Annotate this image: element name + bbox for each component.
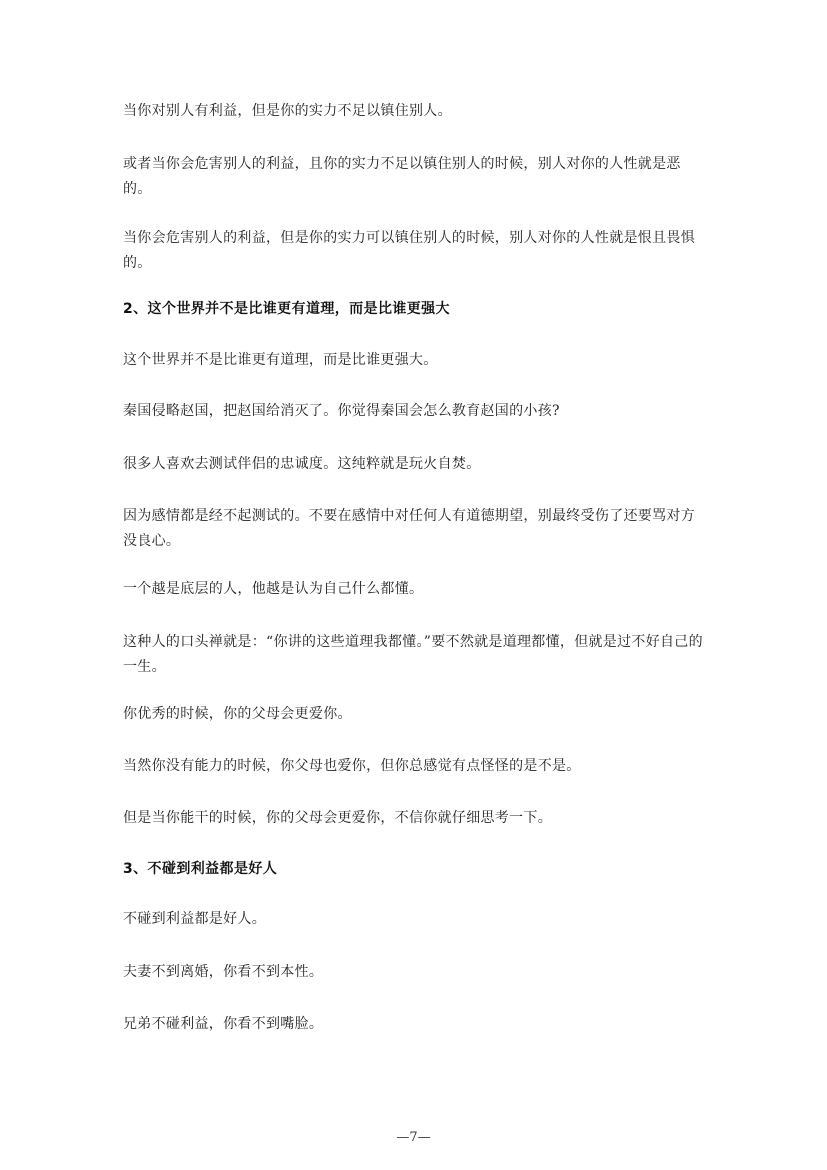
paragraph: 当然你没有能力的时候，你父母也爱你，但你总感觉有点怪怪的是不是。 <box>123 758 581 774</box>
paragraph: 夫妻不到离婚，你看不到本性。 <box>123 964 324 980</box>
paragraph: 兄弟不碰利益，你看不到嘴脸。 <box>123 1016 324 1032</box>
page-number: —7— <box>396 1130 431 1145</box>
paragraph: 当你会危害别人的利益，但是你的实力可以镇住别人的时候，别人对你的人性就是恨且畏惧的。 <box>123 230 695 271</box>
paragraph: 一个越是底层的人，他越是认为自己什么都懂。 <box>123 581 424 597</box>
paragraph: 当你对别人有利益，但是你的实力不足以镇住别人。 <box>123 103 452 119</box>
paragraph: 或者当你会危害别人的利益，且你的实力不足以镇住别人的时候，别人对你的人性就是恶的。 <box>123 156 681 197</box>
section-heading: 3、不碰到利益都是好人 <box>123 861 278 877</box>
paragraph: 很多人喜欢去测试伴侣的忠诚度。这纯粹就是玩火自焚。 <box>123 456 481 472</box>
paragraph: 秦国侵略赵国，把赵国给消灭了。你觉得秦国会怎么教育赵国的小孩? <box>123 403 560 419</box>
paragraph: 你优秀的时候，你的父母会更爱你。 <box>123 706 352 722</box>
section-heading: 2、这个世界并不是比谁更有道理，而是比谁更强大 <box>123 301 450 317</box>
paragraph: 不碰到利益都是好人。 <box>123 911 266 927</box>
paragraph: 这个世界并不是比谁更有道理，而是比谁更强大。 <box>123 352 438 368</box>
paragraph: 这种人的口头禅就是：“你讲的这些道理我都懂。”要不然就是道理都懂，但就是过不好自己的一生。 <box>123 634 703 675</box>
paragraph: 但是当你能干的时候，你的父母会更爱你，不信你就仔细思考一下。 <box>123 810 552 826</box>
paragraph: 因为感情都是经不起测试的。不要在感情中对任何人有道德期望，别最终受伤了还要骂对方没良心。 <box>123 508 695 549</box>
